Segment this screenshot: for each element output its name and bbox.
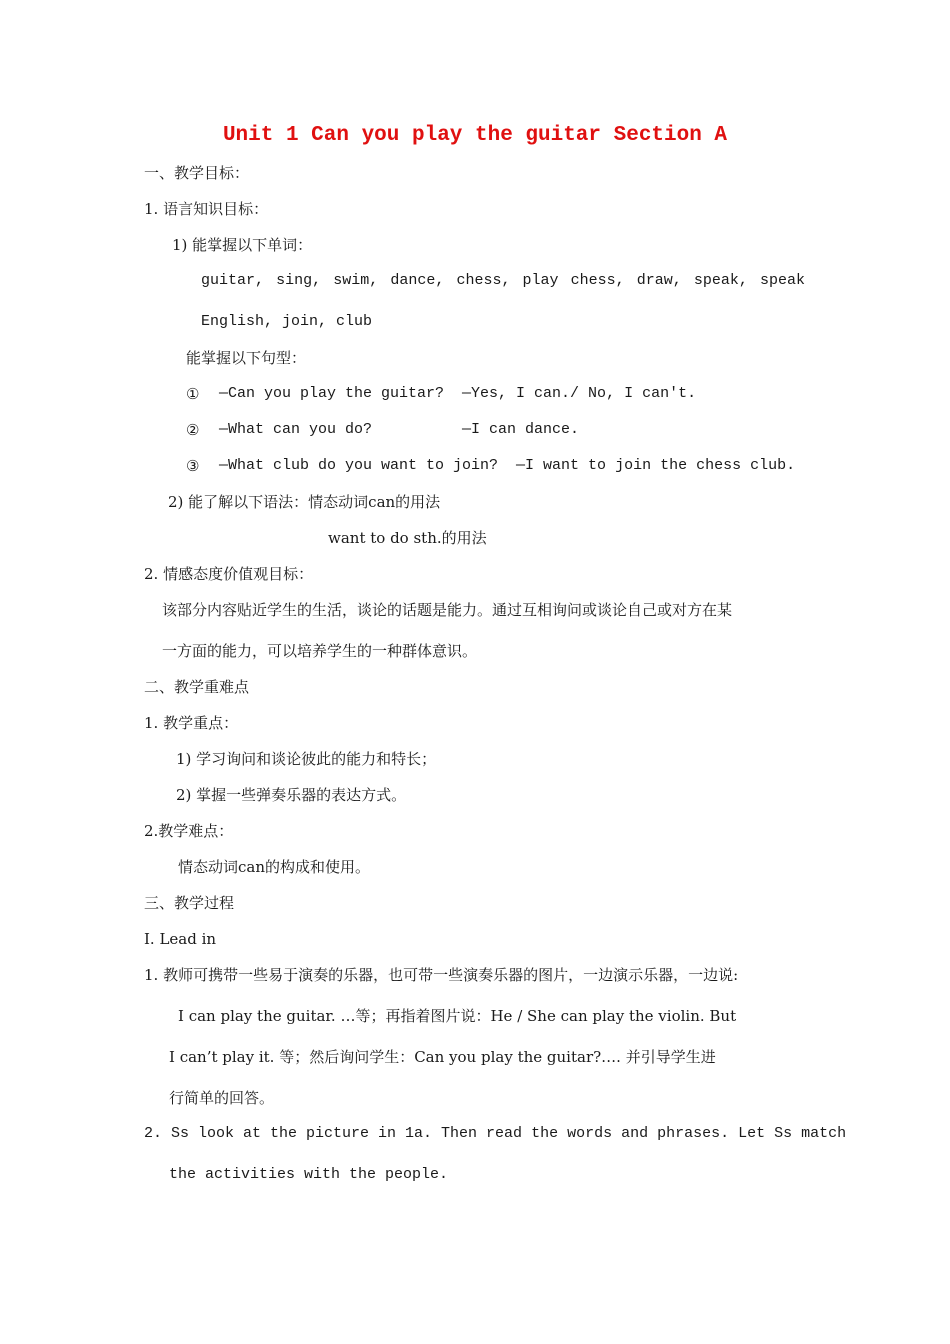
difficulty-item: 情态动词can的构成和使用。 [178,858,371,876]
focus-item-2: 2) 掌握一些弹奏乐器的表达方式。 [176,786,407,804]
section-heading-key-points: 二、教学重难点 [144,678,250,696]
process-step-2-line-1: 2. Ss look at the picture in 1a. Then read the words and phrases. Let Ss match [144,1125,847,1142]
circled-number-2: ② [186,421,200,439]
vocabulary-line-1: guitar, sing, swim, dance, chess, play chess, draw, speak, speak [201,272,805,289]
lead-in-heading: Ⅰ. Lead in [144,930,217,948]
subheading-language-knowledge: 1. 语言知识目标： [144,200,269,218]
process-step-1-line-4: 行简单的回答。 [169,1089,275,1107]
sentence-pattern-2: —What can you do? —I can dance. [219,421,580,438]
circled-number-1: ① [186,385,200,403]
circled-number-3: ③ [186,457,200,475]
subheading-teaching-focus: 1. 教学重点： [144,714,239,732]
section-heading-objectives: 一、教学目标： [144,164,250,182]
process-step-1-line-3: I can’t play it. 等；然后询问学生：Can you play the guitar?…. 并引导学生进 [169,1048,716,1066]
focus-item-1: 1) 学习询问和谈论彼此的能力和特长； [176,750,437,768]
item-vocabulary: 1) 能掌握以下单词： [172,236,313,254]
grammar-item-2: want to do sth.的用法 [328,529,487,547]
subheading-emotional-goals: 2. 情感态度价值观目标： [144,565,314,583]
document-title: Unit 1 Can you play the guitar Section A [222,124,728,147]
emotional-goals-text-1: 该部分内容贴近学生的生活，谈论的话题是能力。通过互相询问或谈论自己或对方在某 [162,601,733,619]
section-heading-process: 三、教学过程 [144,894,235,912]
process-step-1-line-2: I can play the guitar. …等；再指着图片说：He / She can play the violin. But [178,1007,737,1025]
sentence-pattern-3: —What club do you want to join? —I want to join the chess club. [219,457,796,474]
emotional-goals-text-2: 一方面的能力，可以培养学生的一种群体意识。 [162,642,478,660]
vocabulary-line-2: English, join, club [201,313,373,330]
process-step-1-line-1: 1. 教师可携带一些易于演奏的乐器，也可带一些演奏乐器的图片，一边演示乐器，一边说: [144,966,739,984]
process-step-2-line-2: the activities with the people. [169,1166,449,1183]
subheading-teaching-difficulty: 2.教学难点： [144,822,234,840]
sentence-pattern-1: —Can you play the guitar? —Yes, I can./ No, I can't. [219,385,697,402]
grammar-item-1: 2) 能了解以下语法：情态动词can的用法 [168,493,441,511]
sentence-patterns-heading: 能掌握以下句型： [186,349,307,367]
